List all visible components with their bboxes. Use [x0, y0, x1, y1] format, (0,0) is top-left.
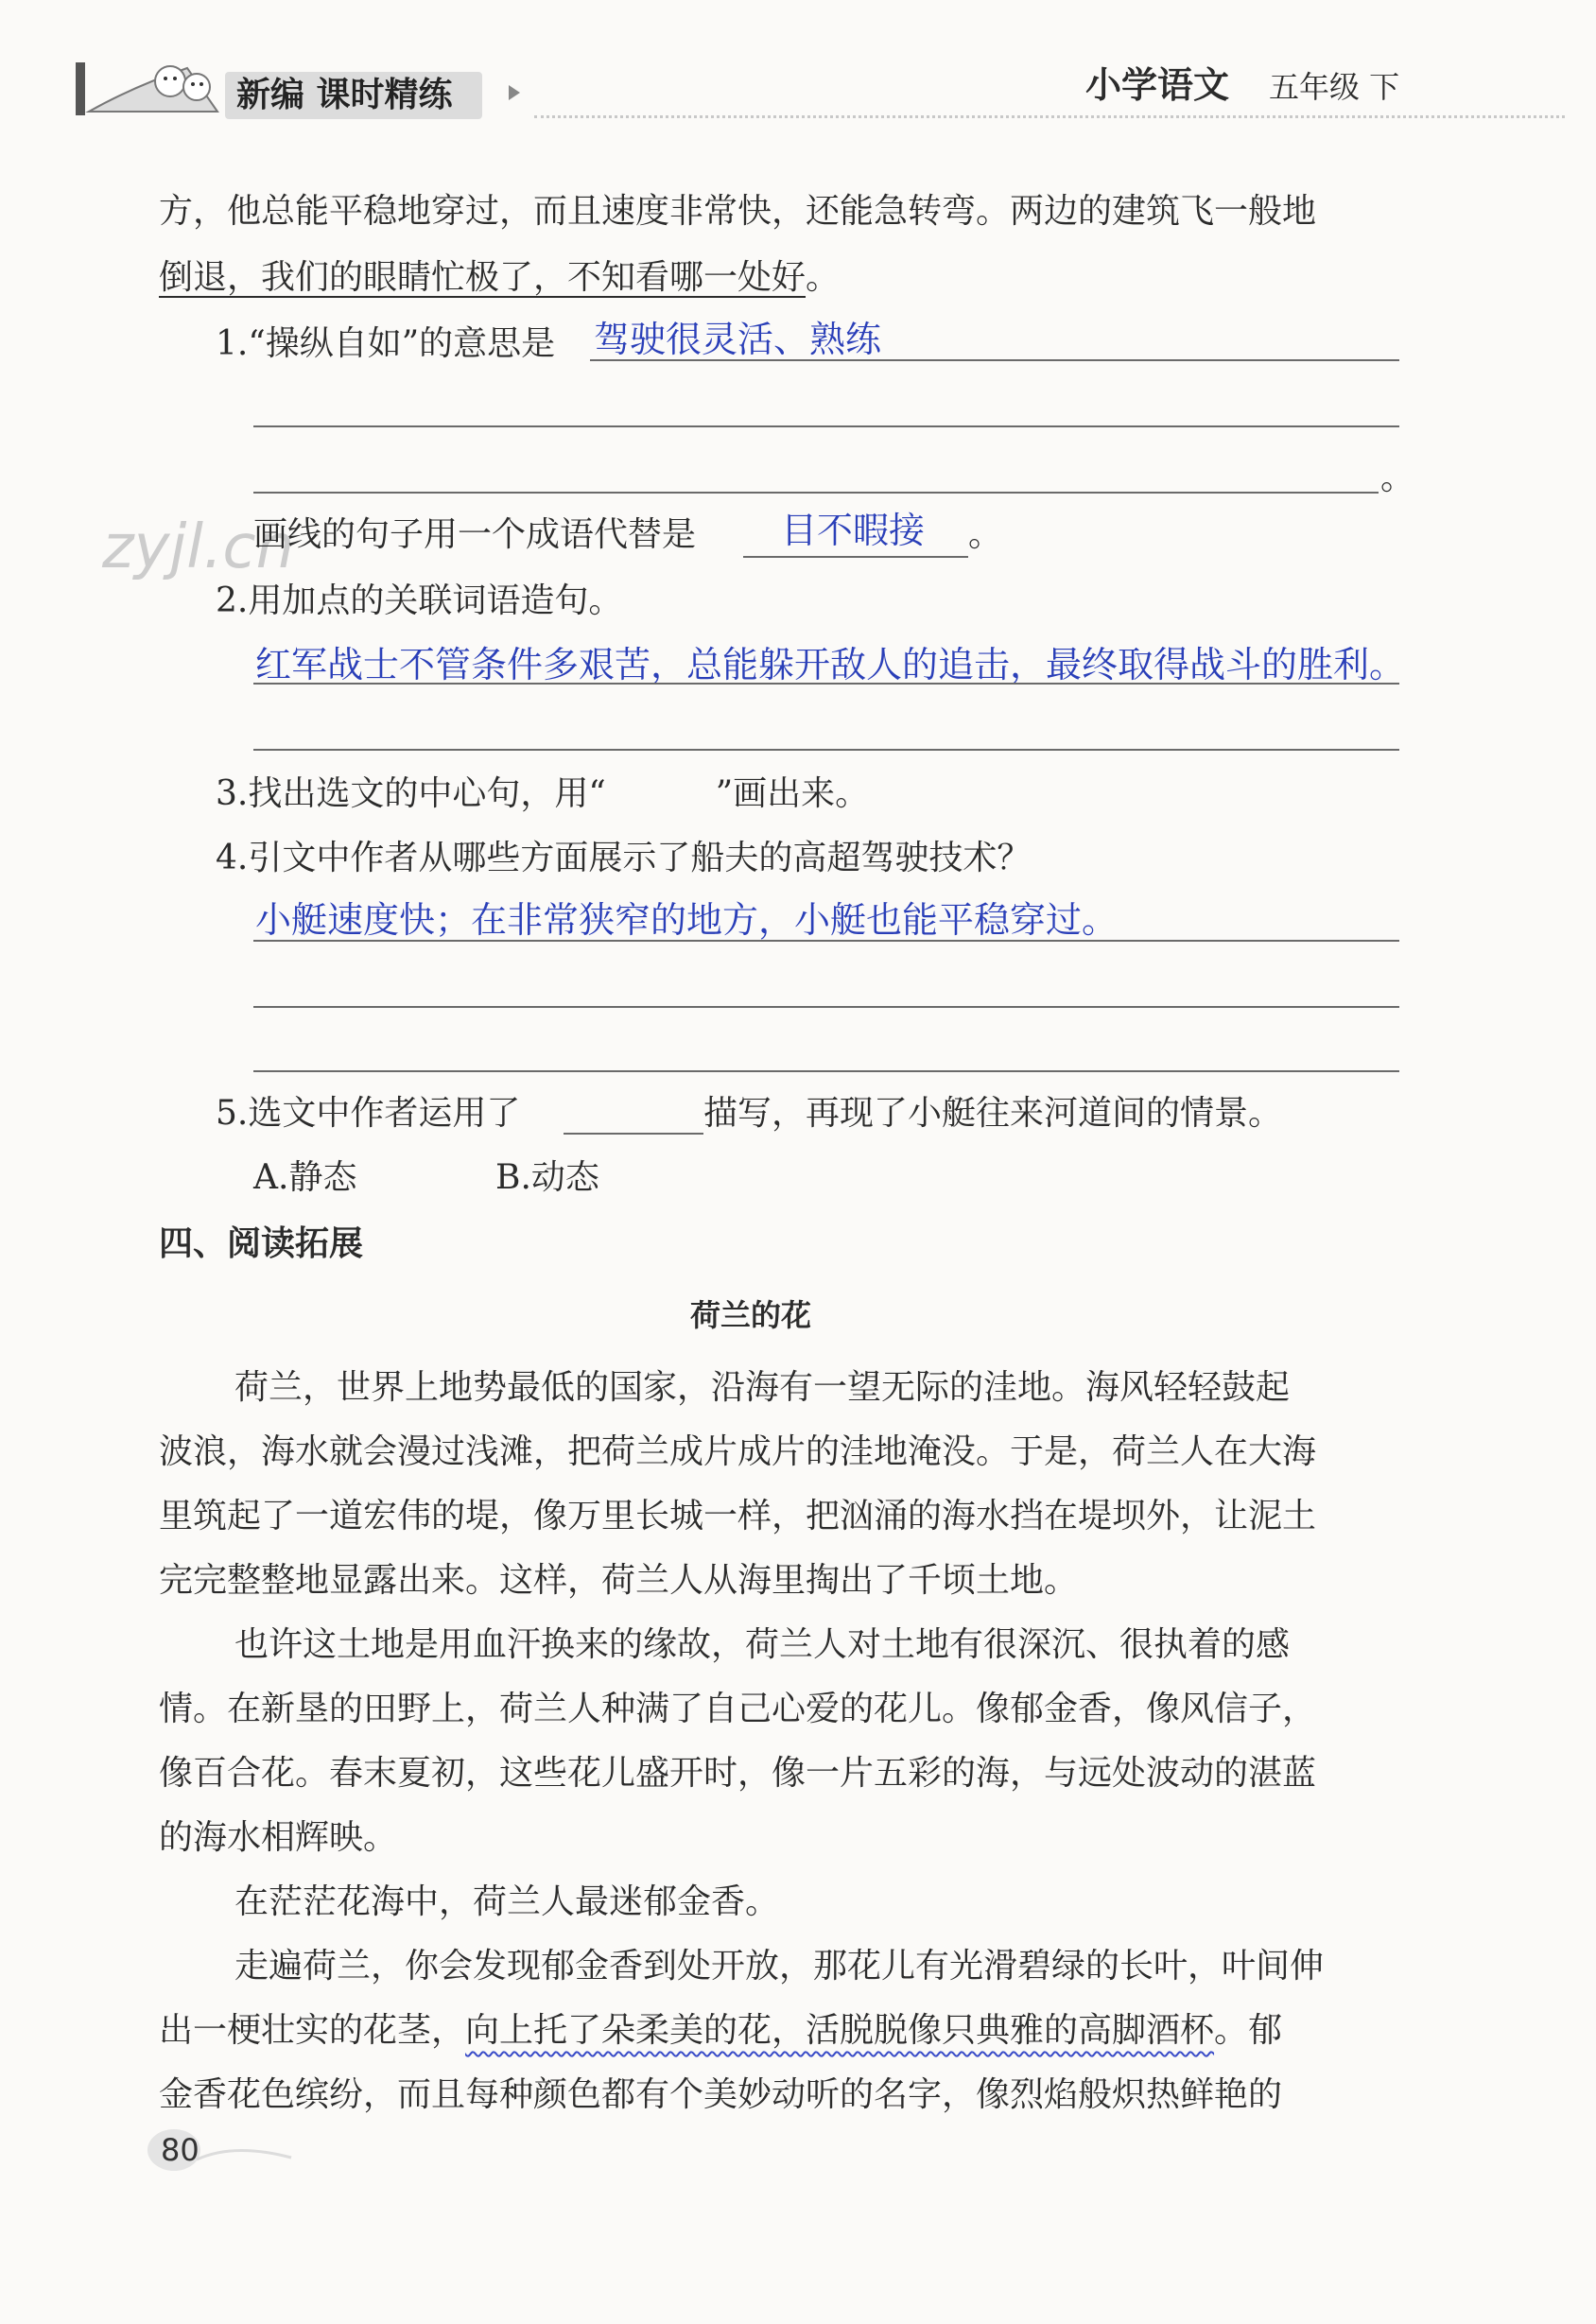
q4-answer-line-1 [253, 940, 1399, 942]
q3-prompt: 3.找出选文的中心句，用“ ”画出来。 [216, 774, 870, 813]
q1-sub-prompt: 画线的句子用一个成语代替是 [253, 515, 697, 554]
q1-sub-period: 。 [968, 515, 1003, 554]
q1-period: 。 [1380, 459, 1415, 497]
page-number: 80 [161, 2132, 200, 2168]
wavy-underlined-sentence: 向上托了朵柔美的花，活脱脱像只典雅的高脚酒杯 [465, 2011, 1215, 2050]
p2-line-4: 的海水相辉映。 [159, 1818, 398, 1857]
q2-answer: 红军战士不管条件多艰苦，总能躲开敌人的追击，最终取得战斗的胜利。 [255, 644, 1406, 685]
q4-answer-line-3 [253, 1070, 1399, 1072]
header-subject: 小学语文 [1085, 64, 1230, 106]
q5-option-a: A.静态 [253, 1158, 357, 1197]
header-series-title: 新编 课时精练 [236, 76, 453, 114]
q1-sub-answer-line [743, 556, 968, 558]
q1-sub-answer: 目不暇接 [781, 510, 926, 551]
section-heading: 四、阅读拓展 [159, 1224, 364, 1263]
wavy-line-mark [606, 773, 716, 815]
q2-answer-line-1 [253, 683, 1399, 685]
p1-line-2: 波浪，海水就会漫过浅滩，把荷兰成片成片的洼地淹没。于是，荷兰人在大海 [159, 1432, 1317, 1471]
q4-prompt: 4.引文中作者从哪些方面展示了船夫的高超驾驶技术？ [216, 839, 1032, 877]
header-arrow-icon [509, 85, 520, 100]
underlined-sentence: 倒退，我们的眼睛忙极了，不知看哪一处好 [159, 258, 807, 297]
q2-prompt: 2.用加点的关联词语造句。 [216, 581, 623, 620]
p1-line-4: 完完整整地显露出来。这样，荷兰人从海里掏出了千顷土地。 [159, 1561, 1079, 1600]
header-logo [76, 49, 236, 125]
q1-answer: 驾驶很灵活、熟练 [594, 319, 882, 360]
p2-line-2: 情。在新垦的田野上，荷兰人种满了自己心爱的花儿。像郁金香，像风信子， [159, 1690, 1317, 1728]
q4-answer: 小艇速度快；在非常狭窄的地方，小艇也能平稳穿过。 [255, 899, 1119, 941]
q5-prompt-a: 5.选文中作者运用了 [216, 1094, 521, 1133]
watermark: zyjl.cn [102, 512, 295, 582]
p2-line-3: 像百合花。春末夏初，这些花儿盛开时，像一片五彩的海，与远处波动的湛蓝 [159, 1754, 1317, 1793]
p3: 在茫茫花海中，荷兰人最迷郁金香。 [234, 1882, 780, 1921]
q1-answer-line-3 [253, 492, 1379, 494]
header-dotted-rule [534, 115, 1565, 118]
header-grade: 五年级 下 [1269, 69, 1400, 105]
p4-line-1: 走遍荷兰，你会发现郁金香到处开放，那花儿有光滑碧绿的长叶，叶间伸 [234, 1947, 1325, 1986]
p1-line-1: 荷兰，世界上地势最低的国家，沿海有一望无际的洼地。海风轻轻鼓起 [234, 1368, 1291, 1407]
q5-option-b: B.动态 [495, 1158, 599, 1197]
p1-line-3: 里筑起了一道宏伟的堤，像万里长城一样，把汹涌的海水挡在堤坝外，让泥土 [159, 1497, 1317, 1535]
q1-answer-line-2 [253, 425, 1399, 427]
passage-line-2: 倒退，我们的眼睛忙极了，不知看哪一处好。 [159, 258, 841, 297]
q4-answer-line-2 [253, 1006, 1399, 1008]
passage-line-1: 方，他总能平稳地穿过，而且速度非常快，还能急转弯。两边的建筑飞一般地 [159, 192, 1317, 231]
q2-answer-line-2 [253, 749, 1399, 751]
q5-answer-line [564, 1133, 703, 1135]
article-title: 荷兰的花 [690, 1297, 812, 1333]
p4-line-2: 出一梗壮实的花茎，向上托了朵柔美的花，活脱脱像只典雅的高脚酒杯。郁 [159, 2011, 1283, 2050]
p4-line-3: 金香花色缤纷，而且每种颜色都有个美妙动听的名字，像烈焰般炽热鲜艳的 [159, 2075, 1283, 2114]
q1-answer-line-1 [590, 359, 1399, 361]
p2-line-1: 也许这土地是用血汗换来的缘故，荷兰人对土地有很深沉、很执着的感 [234, 1625, 1291, 1664]
q5-prompt-b: 描写，再现了小艇往来河道间的情景。 [703, 1094, 1283, 1133]
q1-prompt: 1.“操纵自如”的意思是 [216, 324, 556, 363]
